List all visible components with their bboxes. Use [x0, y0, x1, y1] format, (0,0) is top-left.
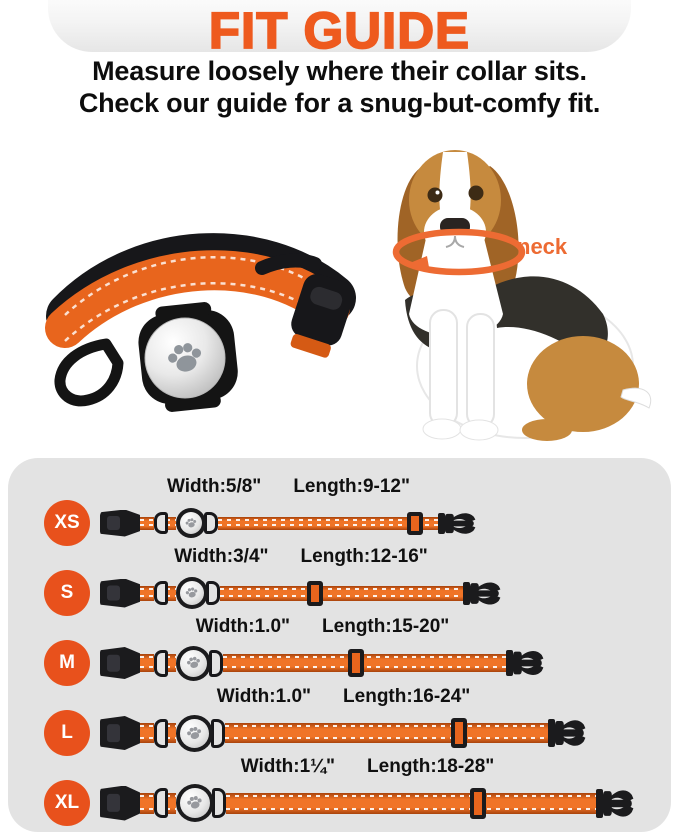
strap-segment — [140, 517, 154, 530]
width-spec: Width:1.0" — [216, 686, 312, 707]
collar-illustration-m — [100, 646, 545, 681]
size-specs-s — [100, 546, 502, 568]
paw-icon — [185, 793, 204, 812]
subtitle — [0, 56, 679, 120]
size-specs-l — [100, 686, 587, 708]
d-ring-icon — [154, 719, 168, 748]
size-row-xl — [44, 754, 671, 824]
paw-icon — [185, 724, 204, 743]
collar-illustration-l — [100, 715, 587, 752]
subtitle-line-2: Check our guide for a snug-but-comfy fit. — [78, 87, 601, 118]
dog-paw-right — [460, 420, 498, 440]
d-ring-icon — [154, 512, 168, 534]
neck-label: neck — [517, 234, 568, 259]
length-spec: Length:15-20" — [322, 616, 450, 637]
buckle-male-icon — [603, 785, 635, 822]
length-spec: Length:12-16" — [300, 546, 428, 567]
d-ring-icon — [211, 719, 225, 748]
dog-eye-right — [469, 186, 484, 201]
collar-product-image — [10, 216, 370, 434]
d-ring-icon — [212, 788, 226, 818]
size-badge-xl: XL — [44, 780, 90, 826]
buckle-female-icon — [100, 786, 140, 821]
airtag-holder-icon — [176, 646, 211, 681]
length-spec: Length:9-12" — [293, 476, 411, 497]
subtitle-line-1: Measure loosely where their collar sits. — [92, 56, 587, 86]
side-loop-icon — [60, 344, 118, 401]
strap-segment — [140, 586, 154, 601]
strap-segment — [140, 793, 154, 814]
collar-strap — [226, 793, 596, 814]
adjuster-bar-icon — [596, 789, 603, 818]
d-ring-icon — [154, 788, 168, 818]
airtag-holder-icon — [176, 508, 206, 538]
hero-section — [0, 128, 679, 450]
airtag-disc — [180, 512, 202, 534]
collar-strap — [225, 723, 548, 743]
buckle-female-icon — [100, 579, 140, 608]
length-spec: Length:18-28" — [367, 756, 495, 777]
d-ring-icon — [204, 512, 218, 534]
size-row-m — [44, 614, 671, 684]
paw-icon — [184, 516, 198, 530]
d-ring-icon — [206, 581, 220, 605]
airtag-holder-icon — [176, 577, 208, 609]
size-badge-s: S — [44, 570, 90, 616]
dog-front-leg-right — [467, 314, 494, 427]
size-badge-m: M — [44, 640, 90, 686]
size-specs-m — [100, 616, 545, 638]
airtag-holder-icon — [176, 715, 213, 752]
tri-glide-slider-icon — [348, 649, 364, 677]
dog-photo — [375, 138, 675, 443]
tri-glide-slider-icon — [307, 581, 323, 606]
width-spec: Width:1¼" — [240, 756, 336, 777]
size-row-s — [44, 544, 671, 614]
dog-haunch — [527, 336, 639, 432]
tri-glide-slider-icon — [407, 512, 423, 535]
paw-icon — [184, 585, 199, 600]
length-spec: Length:16-24" — [343, 686, 471, 707]
adjuster-bar-icon — [438, 513, 445, 534]
size-specs-xl — [100, 756, 635, 778]
airtag-disc — [180, 581, 204, 605]
d-ring-icon — [209, 650, 223, 677]
size-row-l — [44, 684, 671, 754]
adjuster-bar-icon — [548, 719, 555, 747]
size-chart-panel — [8, 458, 671, 832]
paw-icon — [185, 654, 202, 671]
airtag-disc — [180, 650, 207, 677]
tri-glide-slider-icon — [470, 788, 486, 819]
adjuster-bar-icon — [463, 582, 470, 605]
width-spec: Width:5/8" — [166, 476, 262, 497]
size-specs-xs — [100, 476, 477, 498]
collar-strap — [223, 654, 506, 672]
buckle-strap-tail — [262, 261, 315, 268]
dog-paw-left — [423, 419, 461, 439]
buckle-female-icon — [100, 510, 140, 537]
collar-illustration-xs — [100, 508, 477, 538]
buckle-male-icon — [470, 578, 502, 609]
buckle-male-icon — [445, 509, 477, 538]
collar-illustration-large — [10, 216, 370, 434]
size-badge-l: L — [44, 710, 90, 756]
buckle-male-icon — [513, 646, 545, 680]
buckle-female-icon — [100, 716, 140, 750]
collar-illustration-s — [100, 577, 502, 609]
width-spec: Width:1.0" — [195, 616, 291, 637]
collar-strap — [220, 586, 463, 601]
buckle-male-icon — [555, 715, 587, 751]
size-badge-xs: XS — [44, 500, 90, 546]
strap-segment — [140, 654, 154, 672]
collar-illustration-xl — [100, 784, 635, 822]
size-row-xs — [44, 474, 671, 544]
strap-segment — [140, 723, 154, 743]
width-spec: Width:3/4" — [174, 546, 269, 567]
dog-eye-highlight — [436, 191, 440, 195]
adjuster-bar-icon — [506, 650, 513, 676]
page-title: FIT GUIDE — [208, 2, 471, 59]
tri-glide-slider-icon — [451, 718, 467, 748]
dog-eye-left — [428, 188, 443, 203]
d-ring-icon — [154, 581, 168, 605]
dog-hind-paw — [522, 419, 572, 441]
collar-strap — [218, 517, 438, 530]
airtag-disc — [180, 719, 209, 748]
beagle-illustration — [375, 138, 675, 443]
airtag-holder-icon — [176, 784, 214, 822]
dog-front-leg-left — [430, 310, 457, 426]
buckle-female-icon — [100, 647, 140, 679]
d-ring-icon — [154, 650, 168, 677]
airtag-disc — [180, 788, 210, 818]
